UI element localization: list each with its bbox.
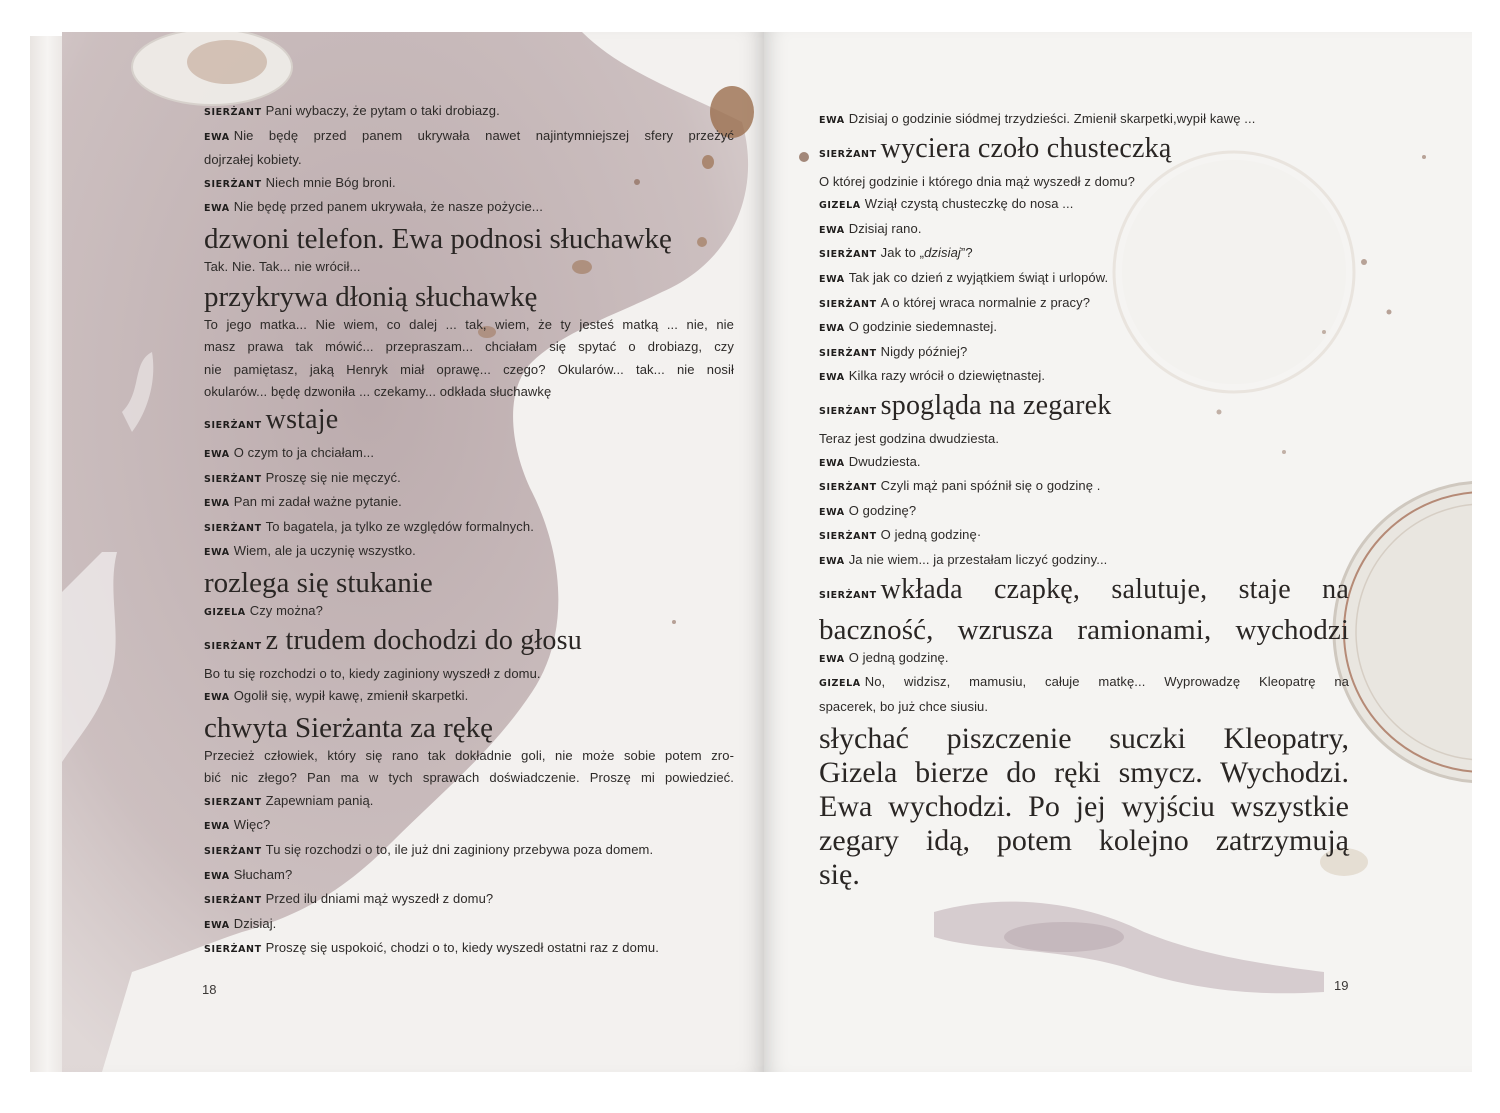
speaker-name: SIERŻANT [204, 522, 262, 534]
dialogue-text: Proszę się nie męczyć. [265, 469, 401, 485]
dialogue-text: To jego matka... Nie wiem, co dalej ... tak, wiem, że ty jesteś matką ... nie, nie [204, 316, 734, 332]
stage-direction: przykrywa dłonią słuchawkę [204, 280, 538, 313]
speaker-name: SIERŻANT [204, 178, 262, 190]
speaker-name: SIERŻANT [204, 846, 262, 858]
speaker-name: EWA [819, 224, 845, 236]
dialogue-text: Czyli mąż pani spóźnił się o godzinę . [880, 478, 1101, 494]
dialogue-text: nie pamiętasz, jaką Henryk miał oprawę... czego? Okularów... tak... nie nosił [204, 361, 734, 377]
speaker-name: GIZELA [819, 678, 861, 690]
dialogue-line [204, 685, 734, 710]
dialogue-text: Dzisiaj. [233, 915, 277, 931]
dialogue-line [819, 390, 1349, 428]
speaker-name: EWA [819, 273, 845, 285]
dialogue-continuation [819, 171, 1349, 194]
dialogue-line [819, 451, 1349, 476]
closing-line: zegary idą, potem kolejno zatrzymują [819, 824, 1349, 858]
speaker-name: EWA [819, 457, 845, 469]
dialogue-line [819, 574, 1349, 612]
dialogue-line [204, 540, 734, 565]
dialogue-text: Tu się rozchodzi o to, ile już dni zaginiony przebywa poza domem. [265, 842, 654, 858]
speaker-name: SIERŻANT [819, 249, 877, 261]
dialogue-text: Jak to „ [880, 245, 925, 261]
speaker-name: EWA [204, 131, 230, 143]
dialogue-continuation [204, 381, 734, 404]
dialogue-line [819, 647, 1349, 672]
right-page [764, 32, 1472, 1072]
dialogue-text: Bo tu się rozchodzi o to, kiedy zaginiony wyszedł z domu. [204, 665, 541, 681]
closing-line: słychać piszczenie suczki Kleopatry, [819, 722, 1349, 756]
inline-stage-direction: spogląda na zegarek [880, 389, 1112, 421]
dialogue-text: To bagatela, ja tylko ze względów formalnych. [265, 518, 534, 534]
dialogue-text: Niech mnie Bóg broni. [265, 174, 396, 190]
dialogue-text: masz prawa tak mówić... przepraszam... chciałam się spytać o drobiazg, czy [204, 339, 734, 355]
dialogue-line [204, 172, 734, 197]
dialogue-line [819, 671, 1349, 696]
dialogue-text: ”? [960, 245, 973, 261]
dialogue-line [204, 625, 734, 663]
speaker-name: SIERŻANT [819, 148, 877, 160]
page-number-left: 18 [202, 982, 217, 997]
page-number-right: 19 [1334, 978, 1349, 993]
speaker-name: SIERŻANT [204, 419, 262, 431]
speaker-name: SIERŻANT [819, 347, 877, 359]
speaker-name: GIZELA [204, 606, 246, 618]
speaker-name: EWA [204, 203, 230, 215]
dialogue-line [204, 491, 734, 516]
dialogue-text: Czy można? [249, 602, 323, 618]
speaker-name: SIERŻANT [819, 298, 877, 310]
dialogue-line [204, 790, 734, 815]
dialogue-line [204, 814, 734, 839]
left-page [62, 32, 764, 1072]
dialogue-continuation [204, 767, 734, 790]
inline-stage-direction: wkłada czapkę, salutuje, staje na [880, 573, 1349, 605]
dialogue-text: Wziął czystą chusteczkę do nosa ... [864, 196, 1074, 212]
dialogue-continuation [204, 314, 734, 337]
speaker-name: SIERŻANT [204, 473, 262, 485]
dialogue-line [204, 516, 734, 541]
inline-stage-direction: z trudem dochodzi do głosu [265, 624, 582, 656]
dialogue-text: Pan mi zadał ważne pytanie. [233, 494, 402, 510]
dialogue-text: Zapewniam panią. [265, 792, 374, 808]
dialogue-line [819, 218, 1349, 243]
dialogue-line [204, 100, 734, 125]
dialogue-text: O godzinę? [848, 502, 917, 518]
closing-stage-direction [819, 722, 1349, 892]
dialogue-text: Teraz jest godzina dwudziesta. [819, 430, 1000, 446]
dialogue-text: Nigdy później? [880, 343, 968, 359]
dialogue-text: dojrzałej kobiety. [204, 152, 302, 168]
dialogue-line [204, 467, 734, 492]
dialogue-text: O czym to ja chciałam... [233, 444, 375, 460]
closing-line: Gizela bierze do ręki smycz. Wychodzi. [819, 756, 1349, 790]
dialogue-continuation [204, 745, 734, 768]
dialogue-continuation [204, 359, 734, 382]
dialogue-line [204, 600, 734, 625]
dialogue-line [819, 108, 1349, 133]
dialogue-line [204, 196, 734, 221]
dialogue-text: Nie będę przed panem ukrywała nawet najintymniejszej sfery przeżyć [233, 127, 734, 143]
emphasis-text: dzisiaj [924, 245, 961, 261]
speaker-name: SIERŻANT [819, 482, 877, 494]
speaker-name: SIERŻANT [204, 944, 262, 956]
speaker-name: SIERŻANT [204, 107, 262, 118]
dialogue-line [204, 913, 734, 938]
dialogue-continuation [204, 663, 734, 686]
dialogue-line [204, 864, 734, 889]
dialogue-text: Dzisiaj rano. [848, 220, 922, 236]
dialogue-line [819, 193, 1349, 218]
speaker-name: EWA [819, 115, 845, 126]
dialogue-continuation [204, 149, 734, 172]
closing-line: Ewa wychodzi. Po jej wyjściu wszystkie [819, 790, 1349, 824]
speaker-name: SIERŻANT [204, 895, 262, 907]
dialogue-line [819, 133, 1349, 171]
dialogue-continuation [819, 428, 1349, 451]
left-page-text [204, 100, 734, 962]
stage-direction: dzwoni telefon. Ewa podnosi słuchawkę [204, 222, 672, 255]
speaker-name: SIERŻANT [204, 640, 262, 652]
dialogue-line [204, 839, 734, 864]
dialogue-text: No, widzisz, mamusiu, całuje matkę... Wyprowadzę Kleopatrę na [864, 674, 1349, 690]
dialogue-continuation [819, 696, 1349, 719]
speaker-name: SIERŻANT [819, 589, 877, 601]
dialogue-text: Więc? [233, 817, 271, 833]
speaker-name: EWA [204, 692, 230, 704]
dialogue-text: O jedną godzinę. [848, 649, 949, 665]
dialogue-line [819, 316, 1349, 341]
dialogue-line [819, 524, 1349, 549]
right-page-text [819, 108, 1349, 892]
dialogue-text: Przecież człowiek, który się rano tak dokładnie goli, nie może sobie potem zro- [204, 747, 734, 763]
closing-line: się. [819, 858, 860, 892]
dialogue-text: Wiem, ale ja uczynię wszystko. [233, 543, 416, 559]
dialogue-text: okularów... będę dzwoniła ... czekamy... odkłada słuchawkę [204, 384, 552, 400]
speaker-name: EWA [819, 555, 845, 567]
speaker-name: EWA [204, 448, 230, 460]
dialogue-text: Słucham? [233, 866, 293, 882]
speaker-name: EWA [819, 323, 845, 335]
speaker-name: SIERŻANT [819, 405, 877, 417]
speaker-name: EWA [204, 821, 230, 833]
dialogue-text: O godzinie siedemnastej. [848, 319, 998, 335]
speaker-name: EWA [204, 498, 230, 510]
dialogue-text: Kilka razy wrócił o dziewiętnastej. [848, 368, 1046, 384]
speaker-name: EWA [819, 653, 845, 665]
dialogue-line [204, 888, 734, 913]
dialogue-text: Tak jak co dzień z wyjątkiem świąt i urlopów. [848, 269, 1109, 285]
speaker-name: SIERZANT [204, 796, 262, 808]
dialogue-text: Przed ilu dniami mąż wyszedł z domu? [265, 891, 494, 907]
dialogue-text: O której godzinie i którego dnia mąż wyszedł z domu? [819, 173, 1135, 189]
stage-direction: chwyta Sierżanta za rękę [204, 711, 494, 744]
dialogue-line [204, 404, 734, 442]
speaker-name: EWA [819, 506, 845, 518]
dialogue-text: Tak. Nie. Tak... nie wrócił... [204, 258, 361, 274]
dialogue-text: Ja nie wiem... ja przestałam liczyć godziny... [848, 551, 1108, 567]
dialogue-text: Pani wybaczy, że pytam o taki drobiazg. [265, 103, 500, 118]
speaker-name: EWA [819, 372, 845, 384]
dialogue-line [819, 292, 1349, 317]
speaker-name: EWA [204, 870, 230, 882]
dialogue-line [819, 341, 1349, 366]
dialogue-text: bić nic złego? Pan ma w tych sprawach doświadczenie. Proszę mi powiedzieć. [204, 770, 734, 786]
dialogue-text: A o której wraca normalnie z pracy? [880, 294, 1091, 310]
speaker-name: GIZELA [819, 200, 861, 212]
dialogue-line [819, 549, 1349, 574]
stage-direction: baczność, wzrusza ramionami, wychodzi [819, 613, 1349, 646]
dialogue-continuation [204, 256, 734, 279]
speaker-name: EWA [204, 547, 230, 559]
dialogue-text: Proszę się uspokoić, chodzi o to, kiedy wyszedł ostatni raz z domu. [265, 940, 659, 956]
dialogue-text: Nie będę przed panem ukrywała, że nasze pożycie... [233, 199, 543, 215]
dialogue-line [819, 500, 1349, 525]
dialogue-text: spacerek, bo już chce siusiu. [819, 698, 989, 714]
dialogue-line [819, 475, 1349, 500]
dialogue-text: O jedną godzinę· [880, 527, 982, 543]
dialogue-line [204, 937, 734, 962]
dialogue-text: Ogolił się, wypił kawę, zmienił skarpetki. [233, 688, 469, 704]
dialogue-line [819, 267, 1349, 292]
dialogue-text: Dzisiaj o godzinie siódmej trzydzieści. Zmienił skarpetki,wypił kawę ... [848, 111, 1256, 126]
inline-stage-direction: wyciera czoło chusteczką [880, 132, 1172, 164]
speaker-name: EWA [204, 919, 230, 931]
dialogue-line [819, 365, 1349, 390]
dialogue-text: Dwudziesta. [848, 453, 921, 469]
stage-direction: rozlega się stukanie [204, 566, 433, 599]
dialogue-line [819, 242, 1349, 267]
speaker-name: SIERŻANT [819, 531, 877, 543]
dialogue-line [204, 442, 734, 467]
inline-stage-direction: wstaje [265, 403, 339, 435]
dialogue-continuation [204, 336, 734, 359]
dialogue-line [204, 125, 734, 150]
